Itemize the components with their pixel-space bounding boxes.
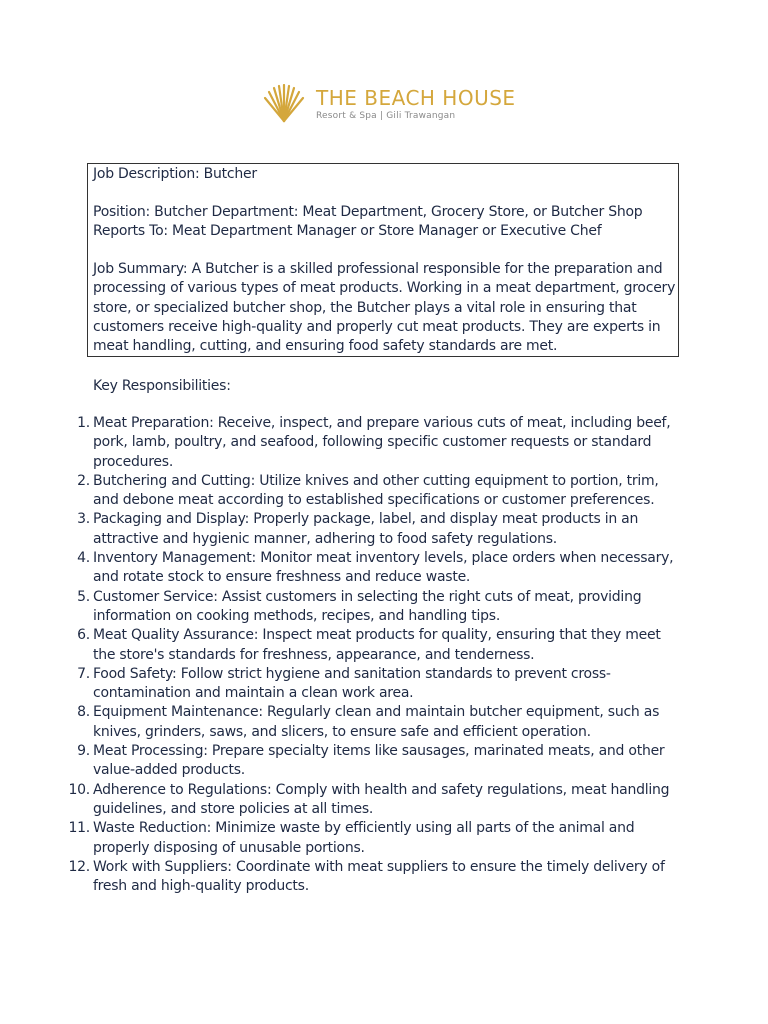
brand-name: THE BEACH HOUSE <box>316 86 516 110</box>
list-item-text: Packaging and Display: Properly package, label, and display meat products in an attractive and hygienic manner, adhering to food safety regulations. <box>93 511 639 547</box>
list-number: 8. <box>77 704 90 721</box>
list-item <box>68 858 678 897</box>
list-number: 7. <box>77 665 90 682</box>
list-item-text: Adherence to Regulations: Comply with health and safety regulations, meat handling guidelines, and store policies at all times. <box>93 781 670 817</box>
list-number: 6. <box>77 627 90 644</box>
list-item-text: Work with Suppliers: Coordinate with meat suppliers to ensure the timely delivery of fresh and high-quality products. <box>93 858 665 895</box>
list-item <box>77 414 678 472</box>
document-title: Job Description: Butcher <box>93 166 257 182</box>
key-responsibilities-heading: Key Responsibilities: <box>93 378 231 394</box>
list-item <box>77 472 678 511</box>
list-item <box>77 510 678 549</box>
list-number: 2. <box>77 472 90 489</box>
list-item-text: Butchering and Cutting: Utilize knives and other cutting equipment to portion, trim, and debone meat according to established specifications or customer preferences. <box>93 472 659 509</box>
list-number: 12. <box>68 858 90 875</box>
list-number: 10. <box>68 781 90 798</box>
company-logo <box>262 84 516 124</box>
list-item <box>77 703 678 742</box>
list-item <box>68 781 678 820</box>
list-item <box>77 626 678 665</box>
sunburst-shell-icon <box>262 84 306 124</box>
brand-tagline: Resort & Spa | Gili Trawangan <box>316 111 456 121</box>
list-item-text: Meat Quality Assurance: Inspect meat products for quality, ensuring that they meet the store's standards for freshness, appearance, and tenderness. <box>93 627 661 663</box>
list-number: 5. <box>77 588 90 605</box>
list-item-text: Equipment Maintenance: Regularly clean and maintain butcher equipment, such as knives, grinders, saws, and slicers, to ensure safe and efficient operation. <box>93 704 660 740</box>
list-number: 4. <box>77 550 90 567</box>
list-item-text: Customer Service: Assist customers in selecting the right cuts of meat, providing information on cooking methods, recipes, and handling tips. <box>93 588 642 624</box>
job-summary-paragraph: Job Summary: A Butcher is a skilled professional responsible for the preparation and processing of various types of meat products. Working in a meat department, grocery store, or specialized butcher shop, the Butcher plays a vital role in ensuring that customers receive high-quality and properly cut meat products. They are experts in meat handling, cutting, and ensuring food safety standards are met. <box>93 261 676 355</box>
list-item-text: Inventory Management: Monitor meat inventory levels, place orders when necessary, and rotate stock to ensure freshness and reduce waste. <box>93 550 674 586</box>
list-item <box>77 588 678 627</box>
list-number: 9. <box>77 743 90 760</box>
list-item <box>68 819 678 858</box>
list-item-text: Food Safety: Follow strict hygiene and sanitation standards to prevent cross-contamination and maintain a clean work area. <box>93 665 611 702</box>
list-item <box>77 549 678 588</box>
list-item-text: Meat Processing: Prepare specialty items like sausages, marinated meats, and other value-added products. <box>93 743 665 779</box>
list-number: 1. <box>77 415 90 431</box>
position-paragraph: Position: Butcher Department: Meat Department, Grocery Store, or Butcher Shop Reports To: Meat Department Manager or Store Manager or Executive Chef <box>93 204 643 240</box>
list-item <box>77 665 678 704</box>
list-item-text: Meat Preparation: Receive, inspect, and prepare various cuts of meat, including beef, pork, lamb, poultry, and seafood, following specific customer requests or standard procedures. <box>93 415 671 470</box>
list-item-text: Waste Reduction: Minimize waste by efficiently using all parts of the animal and properly disposing of unusable portions. <box>93 820 635 856</box>
list-item <box>77 742 678 781</box>
list-number: 11. <box>68 820 90 837</box>
responsibilities-list <box>68 414 678 896</box>
list-number: 3. <box>77 511 90 528</box>
